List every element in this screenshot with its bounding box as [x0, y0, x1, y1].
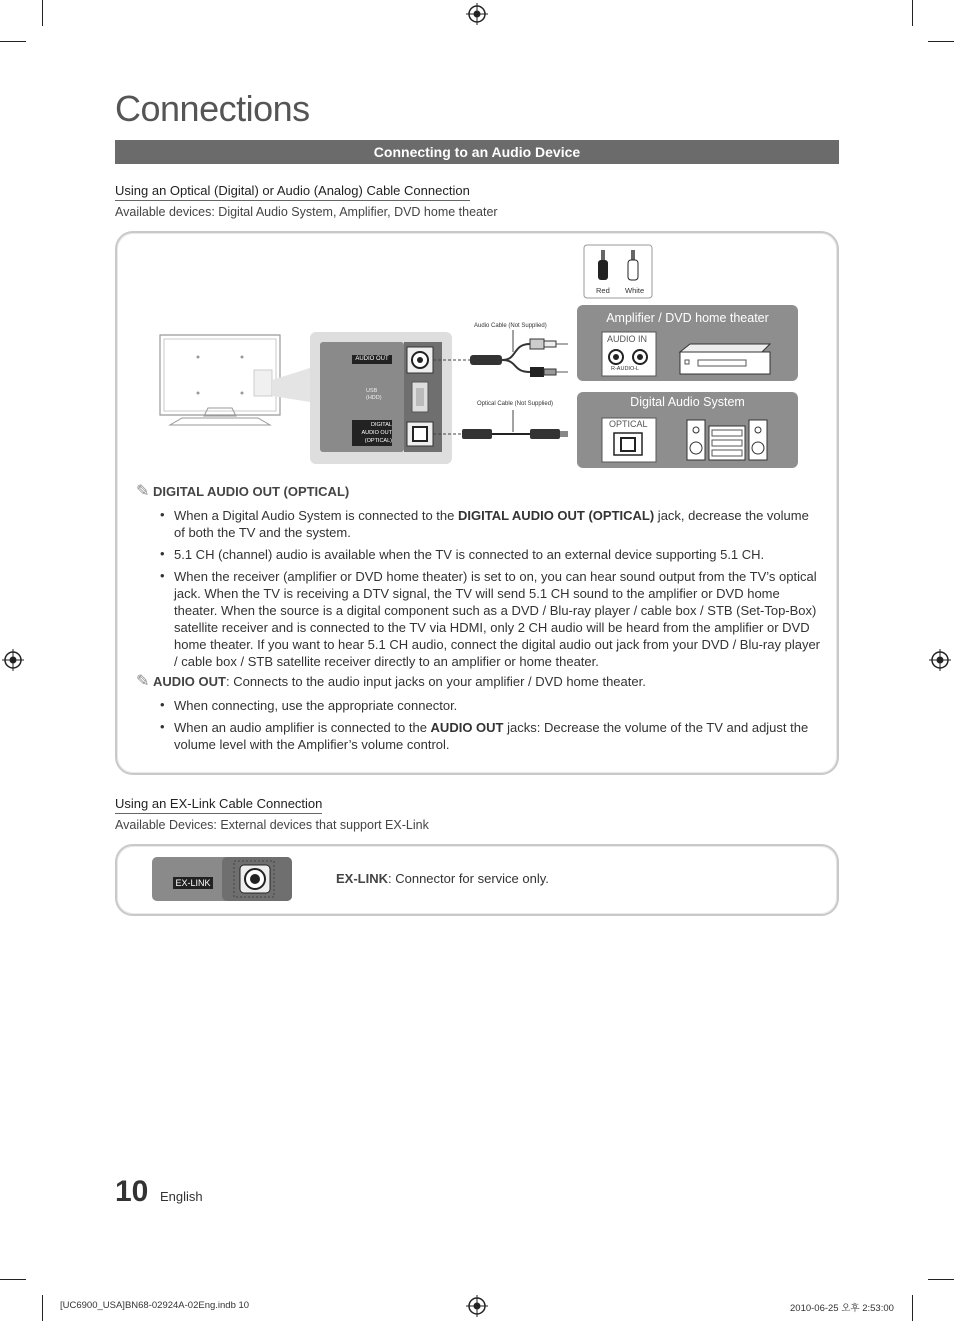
note-pencil-icon: ✎: [136, 483, 150, 500]
crop-mark: [928, 41, 954, 42]
note-digital-audio-out: ✎ DIGITAL AUDIO OUT (OPTICAL): [136, 483, 350, 500]
page-title: Connections: [115, 88, 310, 129]
red-plug-label: Red: [596, 286, 610, 295]
amplifier-title: Amplifier / DVD home theater: [606, 311, 769, 325]
crop-mark: [42, 0, 43, 26]
audio-cable-label: Audio Cable (Not Supplied): [474, 323, 547, 329]
tv-usb-label: USB: [366, 388, 378, 394]
note-digital-bullets: [160, 507, 820, 675]
audio-system-icon: [687, 420, 767, 460]
das-optical-label: OPTICAL: [609, 419, 648, 429]
exlink-devices: Available Devices: External devices that support EX-Link: [115, 818, 429, 832]
tv-audio-out-label: AUDIO OUT: [355, 356, 389, 362]
crop-mark: [912, 0, 913, 26]
note-audio-out: ✎ AUDIO OUT: Connects to the audio input jacks on your amplifier / DVD home theater.: [136, 673, 646, 690]
optical-cable-label: Optical Cable (Not Supplied): [477, 401, 554, 407]
crop-mark: [0, 1279, 26, 1280]
note-pencil-icon: ✎: [136, 673, 150, 690]
tv-hdd-label: (HDD): [366, 395, 382, 401]
page-language: English: [160, 1189, 203, 1204]
registration-mark-icon: [466, 1295, 488, 1317]
list-item: • When the receiver (amplifier or DVD home theater) is set to on, you can hear sound output from the TV’s optical jack. When the TV is receiving a DTV signal, the TV will send 5.1 CH sound to the amplifier or DVD home theater. When the source is a digital component such as a DVD / Blu-ray player / cable box / STB (Set-Top-Box) satellite receiver and is connected to the TV via HDMI, only 2 CH audio will be heard from the amplifier or DVD home theater. If you want to hear 5.1 CH audio, connect the digital audio out jack from your DVD / Blu-ray player / cable box / STB satellite receiver directly to an amplifier or home theater.: [160, 568, 820, 670]
crop-mark: [0, 41, 26, 42]
list-item: • 5.1 CH (channel) audio is available when the TV is connected to an external device supporting 5.1 CH.: [160, 546, 820, 563]
optical-heading: Using an Optical (Digital) or Audio (Analog) Cable Connection: [115, 183, 470, 201]
crop-mark: [928, 1279, 954, 1280]
amplifier-r-audio-l-label: R-AUDIO-L: [611, 366, 640, 372]
exlink-heading: Using an EX-Link Cable Connection: [115, 796, 322, 814]
page-number: 10: [115, 1175, 149, 1208]
exlink-port-label: EX-LINK: [175, 878, 211, 888]
crop-mark: [42, 1295, 43, 1321]
list-item: • When a Digital Audio System is connected to the DIGITAL AUDIO OUT (OPTICAL) jack, decrease the volume of both the TV and the system.: [160, 507, 820, 541]
dvd-player-icon: [680, 344, 770, 374]
digital-audio-system-title: Digital Audio System: [630, 395, 745, 409]
registration-mark-icon: [929, 649, 951, 671]
note-audio-out-bullets: [160, 697, 820, 758]
optical-devices: Available devices: Digital Audio System, Amplifier, DVD home theater: [115, 205, 498, 219]
section-title: Connecting to an Audio Device: [115, 140, 839, 164]
registration-mark-icon: [466, 3, 488, 25]
tv-digital-audio-out-label: DIGITAL AUDIO OUT (OPTICAL): [361, 422, 392, 444]
tv-back-icon: [160, 335, 280, 425]
exlink-description: EX-LINK: Connector for service only.: [336, 871, 549, 886]
connection-diagram: [150, 240, 810, 475]
list-item: • When an audio amplifier is connected to the AUDIO OUT jacks: Decrease the volume of the TV and adjust the volume level with the Amplifier’s volume control.: [160, 719, 820, 753]
footer-file: [UC6900_USA]BN68-02924A-02Eng.indb 10: [60, 1300, 250, 1311]
footer-timestamp: 2010-06-25 오후 2:53:00: [790, 1303, 894, 1314]
list-item: • When connecting, use the appropriate connector.: [160, 697, 820, 714]
white-plug-label: White: [625, 286, 645, 295]
registration-mark-icon: [2, 649, 24, 671]
amplifier-audio-in-label: AUDIO IN: [607, 334, 648, 344]
crop-mark: [912, 1295, 913, 1321]
